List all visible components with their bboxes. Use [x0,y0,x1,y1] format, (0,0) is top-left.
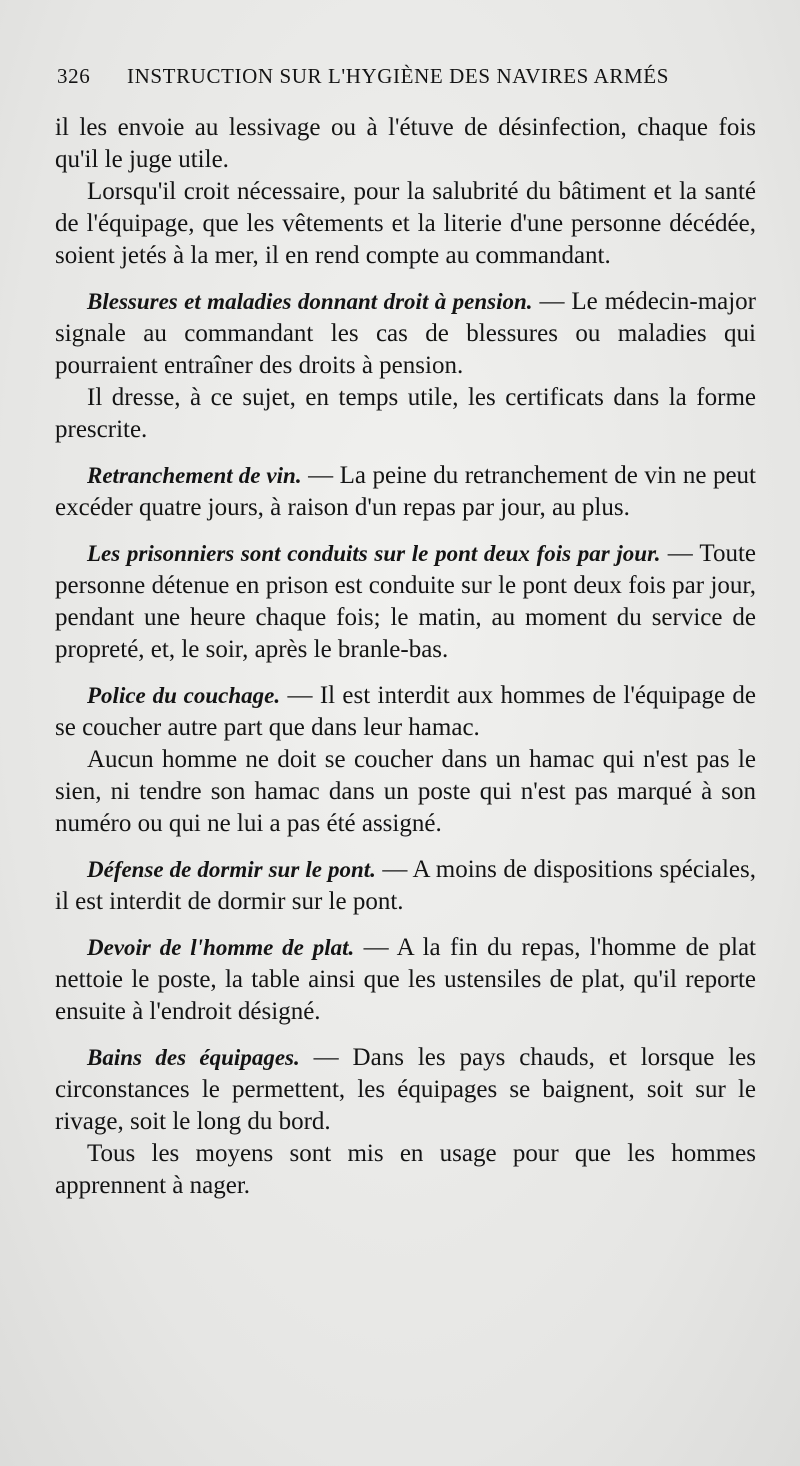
page-number: 326 [57,64,91,88]
section-rubric: Police du couchage. [87,683,281,708]
section-rubric: Blessures et maladies donnant droit à pension. [87,289,533,314]
paragraph-text: A la fin du repas, l'homme de plat nettoie le poste, la table ainsi que les ustensiles de plat, qu'il reporte ensuite à l'endroit désigné. [55,934,756,1025]
paragraph-text: La peine du retranchement de vin ne peut excéder quatre jours, à raison d'un repas par jour, au plus. [55,462,756,521]
paragraph [55,460,756,524]
rubric-dash: — [375,856,413,883]
paragraph-text: Tous les moyens sont mis en usage pour que les hommes apprennent à nager. [55,1140,756,1199]
paragraph [55,538,756,666]
paragraph-text: A moins de dispositions spéciales, il est interdit de dormir sur le pont. [55,856,756,915]
paragraph [55,176,756,272]
rubric-dash: — [532,288,572,315]
paragraph-text: Aucun homme ne doit se coucher dans un hamac qui n'est pas le sien, ni tendre son hamac dans un poste qui n'est pas marqué à son numéro ou qui ne lui a pas été assigné. [55,746,756,837]
running-header [57,64,757,94]
paragraph [55,382,756,446]
rubric-dash: — [299,1044,353,1071]
paragraph [55,680,756,744]
paragraph [55,1042,756,1138]
paragraph [55,112,756,176]
paragraph-text: Il dresse, à ce sujet, en temps utile, les certificats dans la forme prescrite. [55,384,756,443]
section-rubric: Devoir de l'homme de plat. [87,935,355,960]
paragraph-text: Dans les pays chauds, et lorsque les circonstances le permettent, les équipages se baignent, soit sur le rivage, soit le long du bord. [55,1044,757,1135]
rubric-dash: — [660,540,700,567]
section-rubric: Retranchement de vin. [87,463,302,488]
paragraph-text: Toute personne détenue en prison est conduite sur le pont deux fois par jour, pendant une heure chaque fois; le matin, au moment du service de propreté, et, le soir, après le branle-bas. [55,540,756,663]
paragraph-text: Il est interdit aux hommes de l'équipage de se coucher autre part que dans leur hamac. [55,682,757,741]
paragraph [55,1138,756,1202]
paragraph-text: Lorsqu'il croit nécessaire, pour la salubrité du bâtiment et la santé de l'équipage, que les vêtements et la literie d'une personne décédée, soient jetés à la mer, il en rend compte au commandant. [55,178,756,269]
rubric-dash: — [280,682,320,709]
paragraph-text: Le médecin-major signale au commandant les cas de blessures ou maladies qui pourraient entraîner des droits à pension. [55,288,757,379]
rubric-dash: — [354,934,397,961]
paragraph [55,932,756,1028]
running-title: INSTRUCTION SUR L'HYGIÈNE DES NAVIRES ARMÉS [127,64,669,88]
paragraph-text: il les envoie au lessivage ou à l'étuve de désinfection, chaque fois qu'il le juge utile. [55,114,756,173]
section-rubric: Les prisonniers sont conduits sur le pont deux fois par jour. [87,541,661,566]
paragraph [55,286,756,382]
paragraph [55,854,756,918]
section-rubric: Défense de dormir sur le pont. [87,857,376,882]
section-rubric: Bains des équipages. [87,1045,300,1070]
rubric-dash: — [301,462,340,489]
body-text [55,112,756,1202]
paragraph [55,744,756,840]
